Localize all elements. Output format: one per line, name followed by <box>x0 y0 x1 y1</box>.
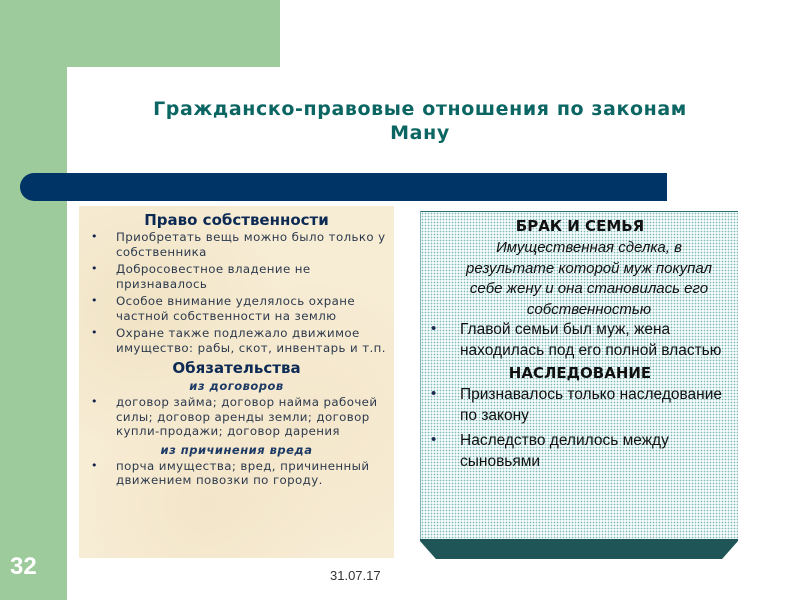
family-list <box>431 320 729 361</box>
slide-title <box>100 97 740 145</box>
obligations-heading: Обязательства <box>172 359 301 377</box>
list-item: • Приобретать вещь можно было только у собственника <box>91 230 386 259</box>
slide-date: 31.07.17 <box>330 568 381 583</box>
bullet-icon: • <box>91 395 98 408</box>
slide-number: 32 <box>10 553 37 580</box>
family-inheritance-box-face <box>420 211 738 539</box>
harm-list <box>87 459 386 488</box>
contracts-list <box>87 395 386 439</box>
list-item: • Наследство делилось между сыновьями <box>431 431 669 470</box>
list-item: • Охране также подлежало движимое имущество: рабы, скот, инвентарь и т.п. <box>91 326 386 355</box>
bullet-icon: • <box>91 262 98 275</box>
green-accent-left <box>0 0 67 600</box>
harm-subheading: из причинения вреда <box>160 442 313 457</box>
bullet-icon: • <box>91 458 98 472</box>
property-obligations-box <box>79 206 394 558</box>
list-item: • Добросовестное владение не признавалось <box>91 262 311 291</box>
bullet-icon: • <box>91 230 98 243</box>
bullet-icon: • <box>91 294 98 307</box>
bullet-icon: • <box>431 320 437 337</box>
property-list <box>87 230 386 355</box>
slide-title-line-2: Ману <box>390 122 450 144</box>
title-divider-bar <box>20 173 667 201</box>
contracts-subheading: из договоров <box>189 379 284 393</box>
list-item: • порча имущества; вред, причиненный движением повозки по городу. <box>91 458 370 487</box>
property-heading: Право собственности <box>144 211 329 229</box>
list-item: • договор займа; договор найма рабочей силы; договор аренды земли; договор купли-продажи; договор дарения <box>91 395 378 438</box>
family-inheritance-content <box>421 214 739 472</box>
list-item: • Особое внимание уделялось охране частной собственности на землю <box>91 294 356 323</box>
list-item: • Главой семьи был муж, жена находилась под его полной властью <box>431 320 722 359</box>
bullet-icon: • <box>431 431 437 448</box>
inheritance-list <box>431 385 729 472</box>
bullet-icon: • <box>91 326 98 339</box>
bullet-icon: • <box>431 385 437 402</box>
family-description: Имущественная сделка, в результате которой муж покупал себе жену и она становилась его собственностью <box>466 239 712 318</box>
box-3d-base <box>420 539 738 559</box>
family-inheritance-box <box>414 211 742 569</box>
slide-title-line-1: Гражданско-правовые отношения по законам <box>153 98 687 120</box>
family-heading: БРАК И СЕМЬЯ <box>515 217 645 235</box>
inheritance-heading: НАСЛЕДОВАНИЕ <box>508 364 652 382</box>
list-item: • Признавалось только наследование по закону <box>431 385 723 424</box>
